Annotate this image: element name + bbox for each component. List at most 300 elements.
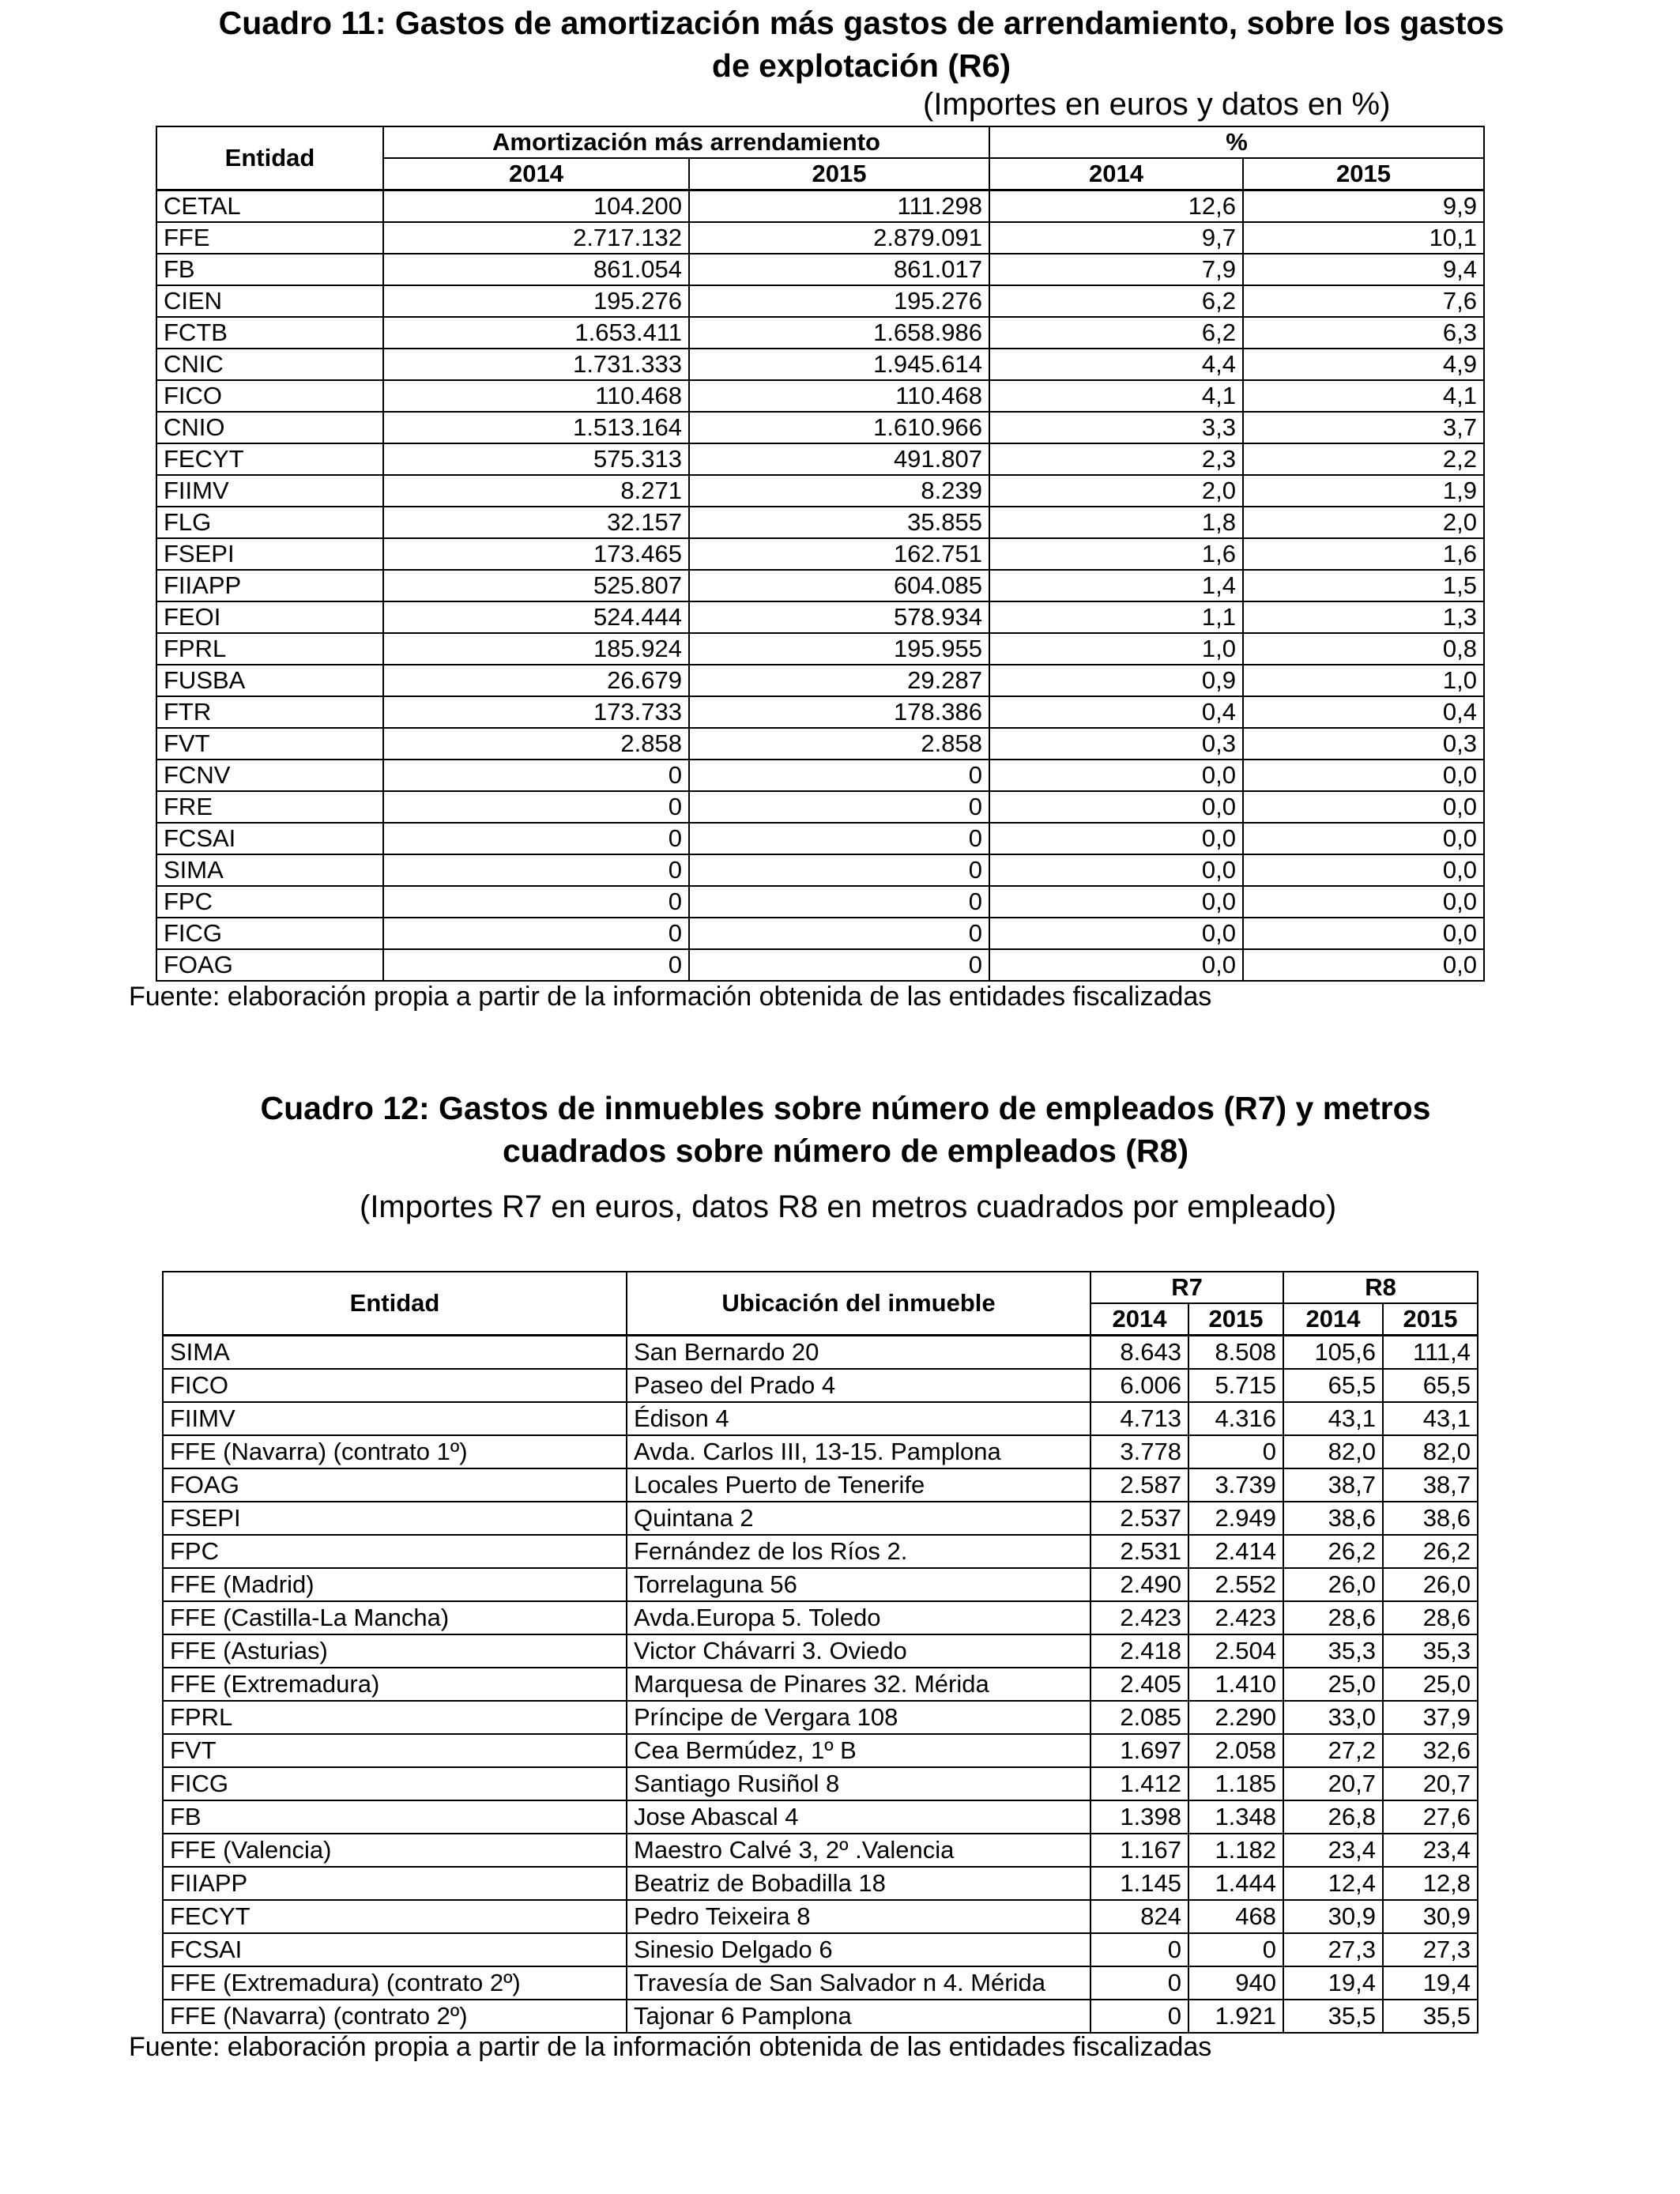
table-cell: 173.733	[383, 696, 689, 728]
table-cell: 104.200	[383, 190, 689, 223]
table12-source: Fuente: elaboración propia a partir de la información obtenida de las entidades fiscalizadas	[129, 2032, 1212, 2062]
column-header-2015: 2015	[1243, 158, 1484, 190]
table-cell: 4.713	[1090, 1402, 1188, 1435]
table-cell: 110.468	[689, 380, 989, 412]
table-cell: 30,9	[1283, 1900, 1383, 1933]
table-cell: 2.858	[383, 728, 689, 760]
table-cell: 0,3	[1243, 728, 1484, 760]
table-cell: 2.058	[1188, 1734, 1283, 1767]
table-cell: 1,1	[989, 601, 1243, 633]
table-cell: FB	[163, 1800, 627, 1834]
table-row	[163, 1435, 1478, 1468]
table-row	[156, 570, 1484, 601]
table-cell: FCNV	[156, 760, 383, 791]
table-cell: 4,4	[989, 349, 1243, 380]
table-cell: 1.412	[1090, 1767, 1188, 1800]
table-cell: FICG	[156, 918, 383, 949]
table-cell: San Bernardo 20	[627, 1336, 1090, 1370]
table-cell: 1.653.411	[383, 317, 689, 349]
table-cell: 824	[1090, 1900, 1188, 1933]
table-cell: Tajonar 6 Pamplona	[627, 2000, 1090, 2033]
table-cell: 32,6	[1383, 1734, 1478, 1767]
table-cell: 0	[383, 918, 689, 949]
table-cell: 1.185	[1188, 1767, 1283, 1800]
table-row	[156, 823, 1484, 854]
table-cell: 25,0	[1383, 1668, 1478, 1701]
table-cell: 0,9	[989, 665, 1243, 696]
table-cell: 2.405	[1090, 1668, 1188, 1701]
table-cell: 1.182	[1188, 1834, 1283, 1867]
table-cell: 30,9	[1383, 1900, 1478, 1933]
table-cell: 1.398	[1090, 1800, 1188, 1834]
table-cell: FFE (Castilla-La Mancha)	[163, 1601, 627, 1634]
table-cell: 2.717.132	[383, 222, 689, 254]
table-cell: 0,0	[989, 918, 1243, 949]
table-cell: 8.508	[1188, 1336, 1283, 1370]
table12-body	[163, 1336, 1478, 2034]
table-cell: 1,9	[1243, 475, 1484, 507]
table-cell: Santiago Rusiñol 8	[627, 1767, 1090, 1800]
table-cell: 3,3	[989, 412, 1243, 443]
table-row	[163, 1734, 1478, 1767]
table-row	[163, 1369, 1478, 1402]
table-cell: 2.858	[689, 728, 989, 760]
table-row	[163, 1834, 1478, 1867]
table-cell: 9,7	[989, 222, 1243, 254]
table-cell: 2,0	[1243, 507, 1484, 538]
table-cell: FSEPI	[156, 538, 383, 570]
table-row	[163, 1966, 1478, 2000]
table12	[162, 1271, 1478, 2034]
table-cell: 5.715	[1188, 1369, 1283, 1402]
table-cell: 2.531	[1090, 1535, 1188, 1568]
table-cell: 111.298	[689, 190, 989, 223]
table-cell: 0	[1188, 1435, 1283, 1468]
table-row	[163, 1402, 1478, 1435]
table-cell: 0	[689, 760, 989, 791]
table-cell: 2.423	[1090, 1601, 1188, 1634]
column-header-2015: 2015	[689, 158, 989, 190]
table-cell: 23,4	[1283, 1834, 1383, 1867]
table-cell: FSEPI	[163, 1502, 627, 1535]
table-cell: 2.949	[1188, 1502, 1283, 1535]
table-cell: 23,4	[1383, 1834, 1478, 1867]
table-cell: 26,0	[1383, 1568, 1478, 1601]
table-cell: FFE (Navarra) (contrato 2º)	[163, 2000, 627, 2033]
table-cell: 1.658.986	[689, 317, 989, 349]
table-row	[163, 1933, 1478, 1966]
table-cell: 19,4	[1283, 1966, 1383, 2000]
table-row	[156, 918, 1484, 949]
table-cell: 27,3	[1383, 1933, 1478, 1966]
table-cell: 1,0	[989, 633, 1243, 665]
table-cell: FIIAPP	[163, 1867, 627, 1900]
table-cell: 0,8	[1243, 633, 1484, 665]
table-cell: FCSAI	[156, 823, 383, 854]
table-cell: 0,0	[989, 949, 1243, 981]
table-row	[156, 507, 1484, 538]
table-cell: 1,6	[989, 538, 1243, 570]
table-cell: 0	[383, 823, 689, 854]
table-cell: FIIMV	[163, 1402, 627, 1435]
table-cell: FFE (Asturias)	[163, 1634, 627, 1668]
table-row	[156, 380, 1484, 412]
table-cell: 33,0	[1283, 1701, 1383, 1734]
table-cell: Fernández de los Ríos 2.	[627, 1535, 1090, 1568]
table-cell: 2,3	[989, 443, 1243, 475]
column-header-2014: 2014	[989, 158, 1243, 190]
table11-title-line1: Cuadro 11: Gastos de amortización más gastos de arrendamiento, sobre los gastos	[218, 5, 1505, 41]
table-cell: Avda. Carlos III, 13-15. Pamplona	[627, 1435, 1090, 1468]
table-cell: 2.490	[1090, 1568, 1188, 1601]
table-cell: 0,0	[989, 823, 1243, 854]
table-cell: 35,5	[1283, 2000, 1383, 2033]
table-cell: 20,7	[1283, 1767, 1383, 1800]
table-cell: 0,0	[1243, 918, 1484, 949]
table-cell: 0	[383, 791, 689, 823]
table-cell: 2.085	[1090, 1701, 1188, 1734]
table-cell: Jose Abascal 4	[627, 1800, 1090, 1834]
table-row	[163, 1900, 1478, 1933]
table-cell: 82,0	[1383, 1435, 1478, 1468]
table-row	[156, 696, 1484, 728]
table-row	[156, 254, 1484, 285]
table-cell: 6,3	[1243, 317, 1484, 349]
table-cell: FTR	[156, 696, 383, 728]
table-cell: 9,9	[1243, 190, 1484, 223]
table-cell: 6.006	[1090, 1369, 1188, 1402]
table-cell: 26.679	[383, 665, 689, 696]
table-cell: FB	[156, 254, 383, 285]
table-cell: 8.271	[383, 475, 689, 507]
table-cell: 27,2	[1283, 1734, 1383, 1767]
table12-title	[103, 1087, 1588, 1172]
table-row	[156, 633, 1484, 665]
table-row	[163, 1535, 1478, 1568]
table-cell: 0	[689, 918, 989, 949]
table-cell: 1.444	[1188, 1867, 1283, 1900]
table-cell: 195.955	[689, 633, 989, 665]
column-header-entidad: Entidad	[156, 126, 383, 190]
table-cell: FUSBA	[156, 665, 383, 696]
table-row	[156, 317, 1484, 349]
table-row	[156, 886, 1484, 918]
table-cell: FECYT	[156, 443, 383, 475]
table-row	[163, 1701, 1478, 1734]
table-cell: 26,2	[1383, 1535, 1478, 1568]
table-cell: 6,2	[989, 285, 1243, 317]
table11-title	[119, 2, 1604, 87]
table-cell: 2.537	[1090, 1502, 1188, 1535]
table-cell: 1,0	[1243, 665, 1484, 696]
table-cell: FECYT	[163, 1900, 627, 1933]
table-row	[156, 728, 1484, 760]
table-cell: 2.414	[1188, 1535, 1283, 1568]
table-row	[156, 854, 1484, 886]
table-cell: FCSAI	[163, 1933, 627, 1966]
table-row	[156, 190, 1484, 223]
table-cell: 2.587	[1090, 1468, 1188, 1502]
table-cell: FCTB	[156, 317, 383, 349]
column-header-2014: 2014	[1090, 1303, 1188, 1336]
table-row	[156, 475, 1484, 507]
table-cell: FLG	[156, 507, 383, 538]
table-cell: 0,4	[989, 696, 1243, 728]
table-cell: 4,1	[989, 380, 1243, 412]
table-cell: 9,4	[1243, 254, 1484, 285]
table-cell: Marquesa de Pinares 32. Mérida	[627, 1668, 1090, 1701]
table-cell: CNIO	[156, 412, 383, 443]
table-cell: 0	[383, 760, 689, 791]
table-cell: 27,6	[1383, 1800, 1478, 1834]
table12-title-line2: cuadrados sobre número de empleados (R8)	[502, 1133, 1189, 1169]
table-cell: 1.610.966	[689, 412, 989, 443]
table-cell: Édison 4	[627, 1402, 1090, 1435]
table-cell: 8.643	[1090, 1336, 1188, 1370]
table-cell: 0	[1188, 1933, 1283, 1966]
table-row	[156, 760, 1484, 791]
table-cell: 2,0	[989, 475, 1243, 507]
table-cell: 38,6	[1283, 1502, 1383, 1535]
table-row	[163, 1336, 1478, 1370]
table-row	[156, 412, 1484, 443]
table-cell: 65,5	[1383, 1369, 1478, 1402]
table-cell: 12,6	[989, 190, 1243, 223]
table-cell: 35,3	[1283, 1634, 1383, 1668]
table-cell: Paseo del Prado 4	[627, 1369, 1090, 1402]
table-cell: FFE (Extremadura) (contrato 2º)	[163, 1966, 627, 2000]
table-cell: 1,6	[1243, 538, 1484, 570]
table-cell: 0,3	[989, 728, 1243, 760]
table-cell: 0	[689, 823, 989, 854]
table-cell: FEOI	[156, 601, 383, 633]
table-cell: 525.807	[383, 570, 689, 601]
table-cell: 195.276	[383, 285, 689, 317]
table-row	[156, 443, 1484, 475]
table-cell: 32.157	[383, 507, 689, 538]
table-cell: 6,2	[989, 317, 1243, 349]
table-cell: FFE (Navarra) (contrato 1º)	[163, 1435, 627, 1468]
column-group-r8: R8	[1283, 1272, 1478, 1303]
table-cell: 173.465	[383, 538, 689, 570]
table-cell: 8.239	[689, 475, 989, 507]
table-cell: 28,6	[1383, 1601, 1478, 1634]
table-cell: 1.945.614	[689, 349, 989, 380]
column-group-percent: %	[989, 126, 1484, 158]
table-row	[156, 665, 1484, 696]
table-cell: 105,6	[1283, 1336, 1383, 1370]
table-cell: 27,3	[1283, 1933, 1383, 1966]
table-cell: Cea Bermúdez, 1º B	[627, 1734, 1090, 1767]
table-cell: Pedro Teixeira 8	[627, 1900, 1090, 1933]
table-cell: 1,4	[989, 570, 1243, 601]
table-cell: 2.418	[1090, 1634, 1188, 1668]
table-cell: 1.410	[1188, 1668, 1283, 1701]
table-cell: Quintana 2	[627, 1502, 1090, 1535]
table-cell: 111,4	[1383, 1336, 1478, 1370]
table-cell: FOAG	[156, 949, 383, 981]
table12-subtitle: (Importes R7 en euros, datos R8 en metros cuadrados por empleado)	[360, 1189, 1337, 1224]
column-group-r7: R7	[1090, 1272, 1283, 1303]
table-cell: 524.444	[383, 601, 689, 633]
table-row	[156, 285, 1484, 317]
table-cell: 2.423	[1188, 1601, 1283, 1634]
table-cell: 0,0	[1243, 854, 1484, 886]
table-cell: Príncipe de Vergara 108	[627, 1701, 1090, 1734]
table-cell: 0,0	[1243, 760, 1484, 791]
table-cell: FPC	[163, 1535, 627, 1568]
table-row	[156, 949, 1484, 981]
column-group-amortizacion: Amortización más arrendamiento	[383, 126, 989, 158]
table-cell: Beatriz de Bobadilla 18	[627, 1867, 1090, 1900]
table-cell: 0	[383, 854, 689, 886]
table-cell: CETAL	[156, 190, 383, 223]
table-cell: 38,6	[1383, 1502, 1478, 1535]
table-cell: 1.167	[1090, 1834, 1188, 1867]
table-cell: 0,0	[1243, 886, 1484, 918]
table-cell: 3.778	[1090, 1435, 1188, 1468]
table-cell: 861.017	[689, 254, 989, 285]
table-cell: 38,7	[1383, 1468, 1478, 1502]
table-cell: 1.921	[1188, 2000, 1283, 2033]
table-cell: 178.386	[689, 696, 989, 728]
table-cell: 0,4	[1243, 696, 1484, 728]
table-row	[156, 538, 1484, 570]
table-cell: 2.879.091	[689, 222, 989, 254]
table-cell: 0	[383, 949, 689, 981]
table-cell: FRE	[156, 791, 383, 823]
table-cell: FOAG	[163, 1468, 627, 1502]
table-cell: 4.316	[1188, 1402, 1283, 1435]
table-cell: FIIMV	[156, 475, 383, 507]
table-cell: 2.552	[1188, 1568, 1283, 1601]
table-cell: 195.276	[689, 285, 989, 317]
column-header-ubicacion: Ubicación del inmueble	[627, 1272, 1090, 1336]
table-cell: 0	[1090, 1933, 1188, 1966]
table-cell: 12,4	[1283, 1867, 1383, 1900]
table-cell: 65,5	[1283, 1369, 1383, 1402]
table-cell: 0,0	[989, 886, 1243, 918]
table-cell: 19,4	[1383, 1966, 1478, 2000]
table-cell: 1.145	[1090, 1867, 1188, 1900]
table-row	[163, 1601, 1478, 1634]
table12-title-line1: Cuadro 12: Gastos de inmuebles sobre número de empleados (R7) y metros	[260, 1090, 1431, 1126]
table-row	[163, 1468, 1478, 1502]
table-cell: 0	[689, 886, 989, 918]
table11-body	[156, 190, 1484, 982]
table-cell: 26,2	[1283, 1535, 1383, 1568]
table-cell: 12,8	[1383, 1867, 1478, 1900]
table-cell: SIMA	[156, 854, 383, 886]
table-row	[163, 1634, 1478, 1668]
table-cell: 0,0	[1243, 823, 1484, 854]
table-cell: 0	[689, 854, 989, 886]
table11-source: Fuente: elaboración propia a partir de la información obtenida de las entidades fiscalizadas	[129, 982, 1212, 1012]
table-cell: 2.290	[1188, 1701, 1283, 1734]
table-cell: FICO	[163, 1369, 627, 1402]
table-cell: Victor Chávarri 3. Oviedo	[627, 1634, 1090, 1668]
column-header-2015: 2015	[1383, 1303, 1478, 1336]
table-cell: 0	[383, 886, 689, 918]
table-cell: 1.731.333	[383, 349, 689, 380]
table-cell: FPC	[156, 886, 383, 918]
table-cell: 0	[1090, 2000, 1188, 2033]
table-cell: 38,7	[1283, 1468, 1383, 1502]
table-row	[163, 1867, 1478, 1900]
table-cell: 35,3	[1383, 1634, 1478, 1668]
table-row	[163, 1668, 1478, 1701]
column-header-entidad: Entidad	[163, 1272, 627, 1336]
table-cell: 940	[1188, 1966, 1283, 2000]
table-cell: SIMA	[163, 1336, 627, 1370]
table-row	[163, 1502, 1478, 1535]
table-cell: 43,1	[1383, 1402, 1478, 1435]
table-cell: FFE (Extremadura)	[163, 1668, 627, 1701]
table-cell: 4,9	[1243, 349, 1484, 380]
table-cell: 0	[1090, 1966, 1188, 2000]
table-cell: FFE (Valencia)	[163, 1834, 627, 1867]
table-cell: 35,5	[1383, 2000, 1478, 2033]
table-cell: 25,0	[1283, 1668, 1383, 1701]
table-row	[156, 601, 1484, 633]
table-cell: 1,8	[989, 507, 1243, 538]
table-cell: 29.287	[689, 665, 989, 696]
table-cell: 0,0	[1243, 791, 1484, 823]
table-cell: FFE	[156, 222, 383, 254]
table-cell: 110.468	[383, 380, 689, 412]
table-row	[163, 2000, 1478, 2033]
table-cell: FICO	[156, 380, 383, 412]
table-cell: 82,0	[1283, 1435, 1383, 1468]
table-cell: Maestro Calvé 3, 2º .Valencia	[627, 1834, 1090, 1867]
table-cell: 0	[689, 949, 989, 981]
table-cell: CNIC	[156, 349, 383, 380]
table-cell: FPRL	[156, 633, 383, 665]
table-cell: 28,6	[1283, 1601, 1383, 1634]
table-cell: 1,3	[1243, 601, 1484, 633]
table-cell: 1.697	[1090, 1734, 1188, 1767]
table-cell: 26,0	[1283, 1568, 1383, 1601]
table-cell: 0	[689, 791, 989, 823]
column-header-2014: 2014	[383, 158, 689, 190]
table-cell: 491.807	[689, 443, 989, 475]
table-cell: FVT	[156, 728, 383, 760]
table-cell: 37,9	[1383, 1701, 1478, 1734]
table-cell: 162.751	[689, 538, 989, 570]
table-cell: 0,0	[989, 760, 1243, 791]
table11-title-line2: de explotación (R6)	[711, 47, 1011, 84]
table-cell: 3.739	[1188, 1468, 1283, 1502]
table-cell: FPRL	[163, 1701, 627, 1734]
table11	[156, 126, 1485, 982]
table-cell: 2.504	[1188, 1634, 1283, 1668]
column-header-2014: 2014	[1283, 1303, 1383, 1336]
table-cell: 1.513.164	[383, 412, 689, 443]
table-cell: 7,9	[989, 254, 1243, 285]
table-cell: Locales Puerto de Tenerife	[627, 1468, 1090, 1502]
table-cell: Avda.Europa 5. Toledo	[627, 1601, 1090, 1634]
table-cell: 1.348	[1188, 1800, 1283, 1834]
table-cell: 861.054	[383, 254, 689, 285]
table-cell: FIIAPP	[156, 570, 383, 601]
table-cell: 0,0	[989, 854, 1243, 886]
table-row	[163, 1800, 1478, 1834]
table-row	[156, 349, 1484, 380]
table-cell: Sinesio Delgado 6	[627, 1933, 1090, 1966]
table-cell: 0,0	[1243, 949, 1484, 981]
table-cell: FVT	[163, 1734, 627, 1767]
table-cell: FICG	[163, 1767, 627, 1800]
